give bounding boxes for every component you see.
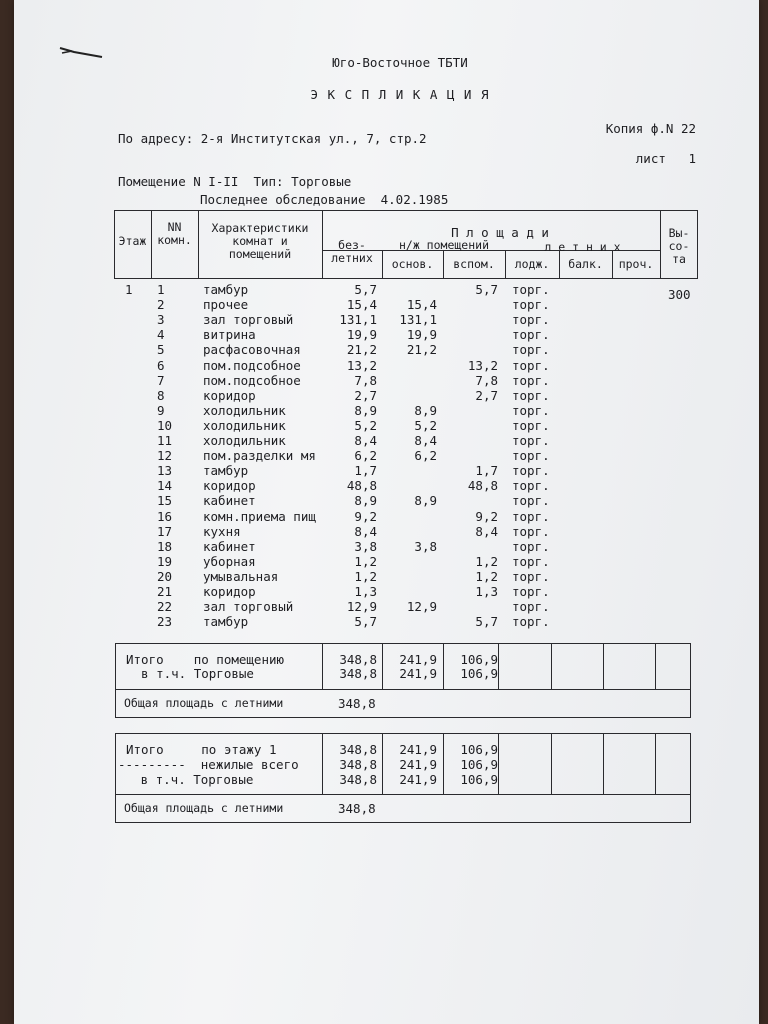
room-total: 1,2: [354, 568, 377, 584]
table-row: [0, 448, 768, 463]
header-main: основ.: [391, 257, 434, 271]
room-n: 7: [157, 372, 165, 388]
floor-number: 1: [125, 282, 133, 297]
room-main: 8,9: [414, 493, 437, 509]
room-type: торг.: [512, 312, 550, 328]
table-row: [0, 282, 768, 297]
room-name: прочее: [203, 297, 249, 313]
room-total: 5,2: [354, 417, 377, 433]
room-n: 22: [157, 599, 173, 615]
room-total: 9,2: [354, 508, 377, 524]
summary-floor-aux: 106,9: [460, 742, 498, 757]
summary-room-trade-total: 348,8: [339, 666, 377, 681]
room-n: 5: [157, 342, 165, 358]
summary-floor-total-label: Общая площадь с летними: [124, 801, 284, 815]
table-row: [0, 569, 768, 584]
room-aux: 8,4: [475, 523, 498, 539]
room-name: тамбур: [203, 282, 249, 297]
room-total: 8,4: [354, 523, 377, 539]
table-row: [0, 478, 768, 493]
copy-form-number: Копия ф.N 22: [605, 121, 696, 136]
summary-floor-nonres-aux: 106,9: [460, 757, 498, 772]
table-row: [0, 509, 768, 524]
header-floor: Этаж: [118, 234, 147, 248]
room-n: 14: [157, 478, 173, 494]
header-room-number: NN комн.: [157, 220, 192, 247]
room-total: 7,8: [354, 372, 377, 388]
room-type: торг.: [512, 417, 550, 433]
table-row: [0, 403, 768, 418]
room-aux: 5,7: [475, 614, 498, 630]
header-areas: П л о щ а д и: [451, 225, 549, 240]
header-loggia: лодж.: [514, 257, 550, 271]
room-aux: 7,8: [475, 372, 498, 388]
room-total: 21,2: [346, 342, 377, 358]
room-total: 19,9: [346, 327, 377, 343]
room-type: торг.: [512, 448, 550, 464]
table-row: [0, 388, 768, 403]
room-main: 3,8: [414, 538, 437, 554]
room-main: 6,2: [414, 448, 437, 464]
room-name: кабинет: [203, 538, 256, 554]
room-n: 11: [157, 433, 173, 448]
room-total: 3,8: [354, 538, 377, 554]
room-type: торг.: [512, 463, 550, 479]
summary-floor-nonres-total: 348,8: [339, 757, 377, 772]
room-total: 8,4: [354, 433, 377, 448]
header-nonresidential: н/ж помещений: [398, 238, 489, 252]
room-n: 21: [157, 584, 173, 599]
table-row: [0, 297, 768, 312]
room-n: 8: [157, 387, 165, 403]
room-n: 9: [157, 402, 165, 418]
room-type: торг.: [512, 523, 550, 539]
room-name: зал торговый: [203, 312, 294, 328]
room-total: 13,2: [346, 357, 377, 373]
room-type: торг.: [512, 553, 550, 569]
organization-name: Юго-Восточное ТБТИ: [332, 55, 468, 70]
summary-floor-trade-label: в т.ч. Торговые: [118, 772, 254, 787]
room-total: 8,9: [354, 493, 377, 509]
room-total: 5,7: [354, 282, 377, 297]
room-type: торг.: [512, 538, 550, 554]
table-row: [0, 463, 768, 478]
table-row: [0, 614, 768, 629]
room-aux: 9,2: [475, 508, 498, 524]
room-name: кабинет: [203, 493, 256, 509]
room-name: уборная: [203, 553, 256, 569]
room-total: 2,7: [354, 387, 377, 403]
survey-date: Последнее обследование 4.02.1985: [200, 192, 449, 207]
room-main: 12,9: [406, 599, 437, 615]
table-row: [0, 358, 768, 373]
room-n: 10: [157, 417, 173, 433]
room-n: 13: [157, 463, 173, 479]
summary-room-trade-label: в т.ч. Торговые: [126, 666, 254, 681]
room-aux: 2,7: [475, 387, 498, 403]
height-value: 300: [668, 287, 691, 302]
room-total: 48,8: [346, 478, 377, 494]
room-n: 20: [157, 568, 173, 584]
room-name: умывальная: [203, 568, 279, 584]
summary-floor-total-value: 348,8: [338, 801, 376, 816]
summary-floor-nonres-main: 241,9: [399, 757, 437, 772]
room-type: торг.: [512, 614, 550, 630]
room-total: 5,7: [354, 614, 377, 630]
header-auxiliary: вспом.: [453, 257, 495, 271]
room-aux: 1,2: [475, 553, 498, 569]
room-n: 23: [157, 614, 173, 630]
room-aux: 5,7: [475, 282, 498, 297]
table-row: [0, 524, 768, 539]
room-n: 6: [157, 357, 165, 373]
pen-mark: [58, 46, 104, 58]
room-name: расфасовочная: [203, 342, 301, 358]
room-n: 18: [157, 538, 173, 554]
room-main: 8,4: [414, 433, 437, 448]
table-row: [0, 539, 768, 554]
room-type: торг.: [512, 478, 550, 494]
summary-room-trade-aux: 106,9: [460, 666, 498, 681]
room-n: 4: [157, 327, 165, 343]
room-main: 21,2: [406, 342, 437, 358]
header-without-summer: без- летних: [331, 238, 373, 265]
table-row: [0, 584, 768, 599]
room-aux: 1,3: [475, 584, 498, 599]
header-balcony: балк.: [568, 257, 603, 271]
table-row: [0, 433, 768, 448]
summary-room-total: 348,8: [339, 652, 377, 667]
table-row: [0, 312, 768, 327]
room-type: торг.: [512, 282, 550, 297]
room-name: пом.подсобное: [203, 357, 301, 373]
address-line: По адресу: 2-я Институтская ул., 7, стр.2: [118, 131, 427, 146]
room-n: 3: [157, 312, 165, 328]
table-row: [0, 599, 768, 614]
room-main: 15,4: [406, 297, 437, 313]
room-n: 19: [157, 553, 173, 569]
premises-info: Помещение N I-II Тип: Торговые: [118, 174, 352, 189]
table-row: [0, 493, 768, 508]
room-aux: 13,2: [467, 357, 498, 373]
room-type: торг.: [512, 433, 550, 448]
room-type: торг.: [512, 372, 550, 388]
summary-floor-trade-main: 241,9: [399, 772, 437, 787]
room-total: 6,2: [354, 448, 377, 464]
room-name: тамбур: [203, 463, 249, 479]
room-n: 16: [157, 508, 173, 524]
room-main: 19,9: [406, 327, 437, 343]
room-type: торг.: [512, 508, 550, 524]
table-row: [0, 342, 768, 357]
summary-room-main: 241,9: [399, 652, 437, 667]
header-summer: л е т н и х: [544, 240, 621, 254]
room-type: торг.: [512, 387, 550, 403]
sheet-number: лист 1: [635, 151, 696, 166]
room-name: пом.подсобное: [203, 372, 301, 388]
summary-room-total-label: Общая площадь с летними: [124, 696, 284, 710]
room-main: 131,1: [399, 312, 437, 328]
summary-room-trade-main: 241,9: [399, 666, 437, 681]
room-main: 8,9: [414, 402, 437, 418]
header-other: проч.: [618, 257, 654, 271]
room-type: торг.: [512, 342, 550, 358]
room-total: 15,4: [346, 297, 377, 313]
summary-floor-total: 348,8: [339, 742, 377, 757]
document-title: Э К С П Л И К А Ц И Я: [310, 87, 490, 102]
room-name: холодильник: [203, 417, 286, 433]
summary-room-aux: 106,9: [460, 652, 498, 667]
room-aux: 1,2: [475, 568, 498, 584]
room-n: 15: [157, 493, 173, 509]
table-row: [0, 327, 768, 342]
room-name: коридор: [203, 478, 256, 494]
room-name: пом.разделки мя: [203, 448, 316, 464]
room-type: торг.: [512, 357, 550, 373]
summary-floor-trade-aux: 106,9: [460, 772, 498, 787]
room-total: 1,2: [354, 553, 377, 569]
room-n: 1: [157, 282, 165, 297]
room-name: коридор: [203, 387, 256, 403]
room-type: торг.: [512, 327, 550, 343]
room-main: 5,2: [414, 417, 437, 433]
room-type: торг.: [512, 568, 550, 584]
room-name: зал торговый: [203, 599, 294, 615]
table-row: [0, 373, 768, 388]
room-total: 1,7: [354, 463, 377, 479]
room-aux: 1,7: [475, 463, 498, 479]
summary-room-label: Итого по помещению: [126, 652, 285, 667]
room-type: торг.: [512, 297, 550, 313]
room-n: 12: [157, 448, 173, 464]
room-total: 8,9: [354, 402, 377, 418]
room-name: тамбур: [203, 614, 249, 630]
room-name: холодильник: [203, 402, 286, 418]
room-n: 2: [157, 297, 165, 313]
header-height: Вы- со- та: [668, 226, 690, 266]
room-aux: 48,8: [467, 478, 498, 494]
room-total: 12,9: [346, 599, 377, 615]
room-type: торг.: [512, 493, 550, 509]
room-type: торг.: [512, 402, 550, 418]
room-total: 131,1: [339, 312, 377, 328]
summary-floor-main: 241,9: [399, 742, 437, 757]
summary-room-total-value: 348,8: [338, 696, 376, 711]
room-total: 1,3: [354, 584, 377, 599]
room-name: холодильник: [203, 433, 286, 448]
summary-floor-label: Итого по этажу 1: [126, 742, 277, 757]
room-type: торг.: [512, 599, 550, 615]
header-characteristics: Характеристики комнат и помещений: [211, 221, 309, 261]
room-n: 17: [157, 523, 173, 539]
room-name: кухня: [203, 523, 241, 539]
summary-floor-nonresidential-label: --------- нежилые всего: [118, 757, 299, 772]
room-name: комн.приема пищ: [203, 508, 316, 524]
room-name: витрина: [203, 327, 256, 343]
summary-floor-trade-total: 348,8: [339, 772, 377, 787]
table-row: [0, 418, 768, 433]
table-row: [0, 554, 768, 569]
room-type: торг.: [512, 584, 550, 599]
room-name: коридор: [203, 584, 256, 599]
